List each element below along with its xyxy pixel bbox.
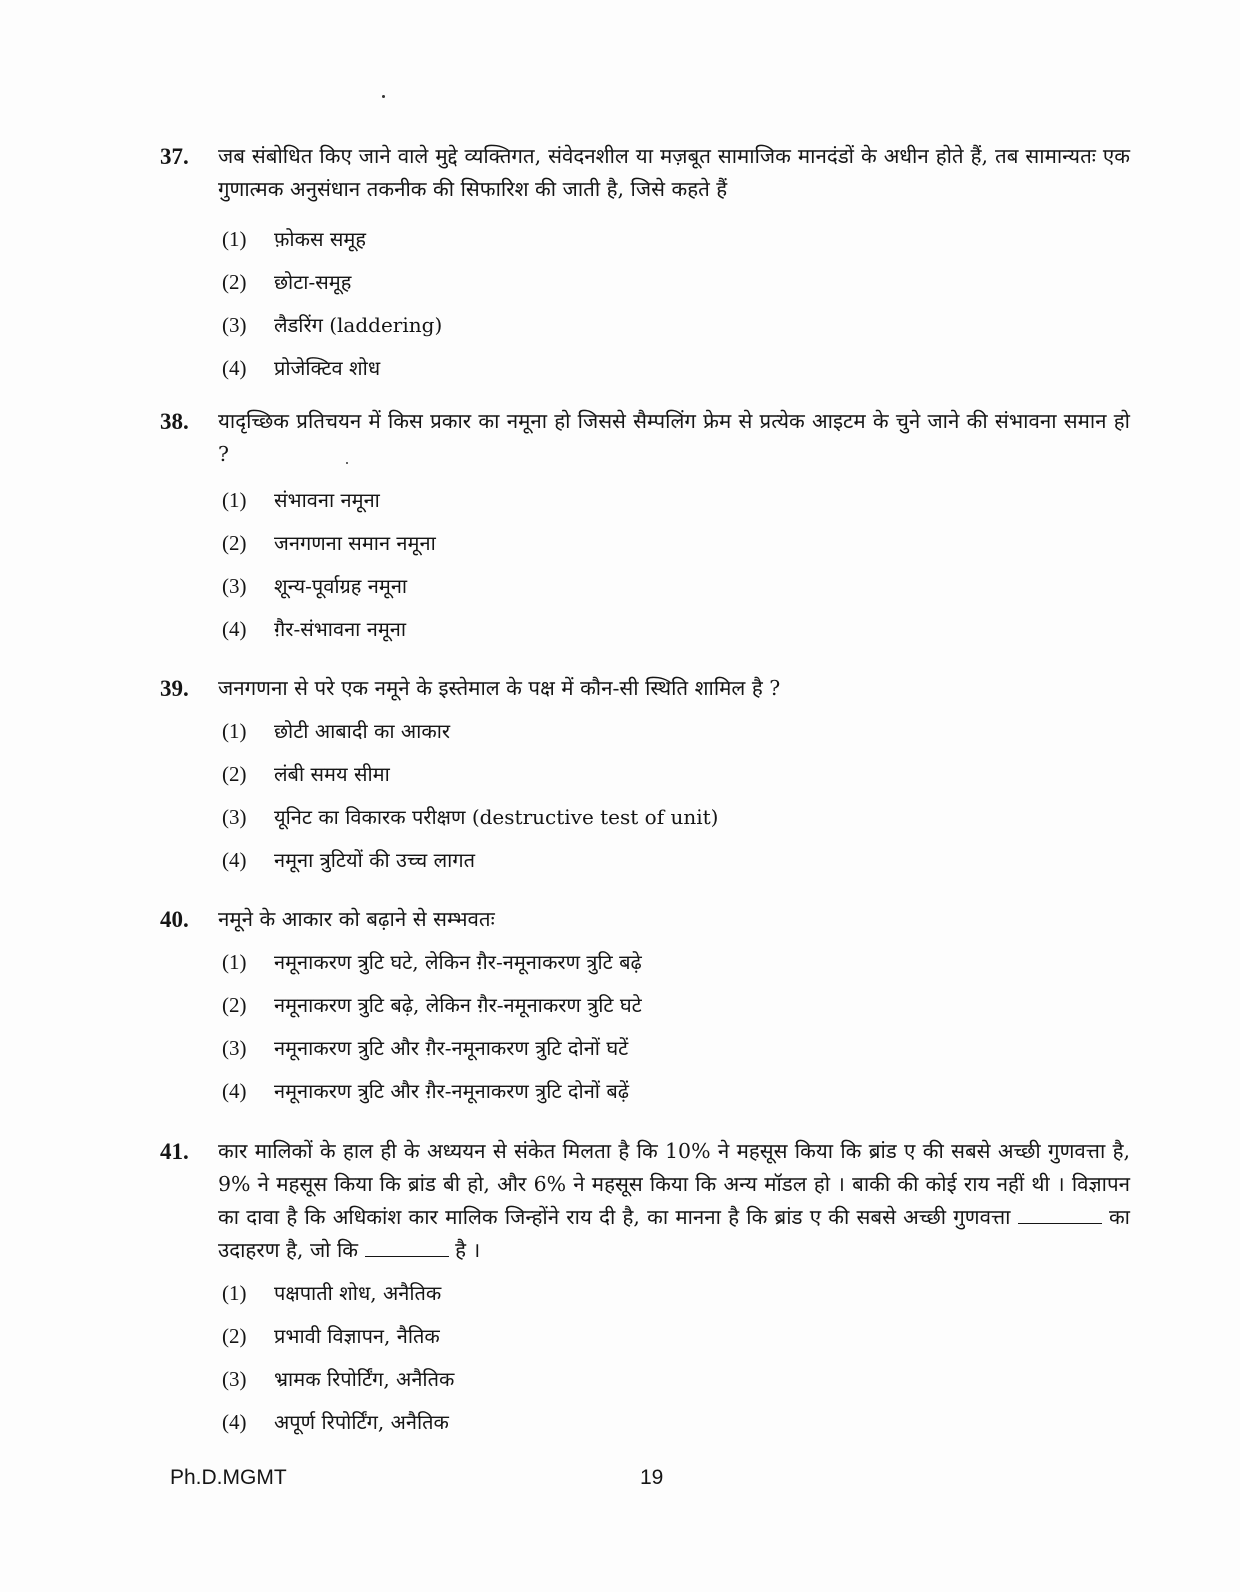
options-list bbox=[218, 224, 1130, 396]
option-text: संभावना नमूना bbox=[274, 488, 380, 512]
question-text: जनगणना से परे एक नमूने के इस्तेमाल के पक्ष में कौन-सी स्थिति शामिल है ? bbox=[218, 676, 781, 700]
options-list bbox=[218, 485, 1130, 657]
option-number: (3) bbox=[222, 1367, 247, 1391]
option-number: (1) bbox=[222, 1281, 247, 1305]
fill-blank bbox=[365, 1238, 449, 1257]
question-39 bbox=[160, 672, 1130, 892]
option-text: नमूनाकरण त्रुटि और ग़ैर-नमूनाकरण त्रुटि दोनों घटें bbox=[274, 1036, 629, 1060]
option-number: (4) bbox=[222, 848, 247, 872]
option-text: शून्य-पूर्वाग्रह नमूना bbox=[274, 574, 408, 598]
option-text: लंबी समय सीमा bbox=[274, 762, 390, 786]
option bbox=[218, 353, 1130, 396]
option bbox=[218, 1364, 1130, 1407]
option bbox=[218, 759, 1130, 802]
question-text bbox=[218, 1135, 1130, 1267]
option bbox=[218, 1033, 1130, 1076]
option-number: (3) bbox=[222, 1036, 247, 1060]
option-text: छोटा-समूह bbox=[274, 270, 352, 294]
option-number: (2) bbox=[222, 762, 247, 786]
scan-speck bbox=[382, 95, 385, 98]
option-number: (1) bbox=[222, 719, 247, 743]
option-text: नमूनाकरण त्रुटि और ग़ैर-नमूनाकरण त्रुटि दोनों बढ़ें bbox=[274, 1079, 630, 1103]
option-text: नमूनाकरण त्रुटि बढ़े, लेकिन ग़ैर-नमूनाकरण त्रुटि घटे bbox=[274, 993, 642, 1017]
question-number: 40. bbox=[160, 907, 189, 932]
option bbox=[218, 485, 1130, 528]
options-list bbox=[218, 947, 1130, 1119]
option bbox=[218, 310, 1130, 353]
question-37 bbox=[160, 140, 1130, 390]
option bbox=[218, 528, 1130, 571]
option-number: (4) bbox=[222, 617, 247, 641]
question-number: 38. bbox=[160, 409, 189, 434]
option-text: भ्रामक रिपोर्टिंग, अनैतिक bbox=[274, 1367, 455, 1391]
question-text: नमूने के आकार को बढ़ाने से सम्भवतः bbox=[218, 907, 495, 931]
question-text: जब संबोधित किए जाने वाले मुद्दे व्यक्तिगत, संवेदनशील या मज़बूत सामाजिक मानदंडों के अधीन होते हैं, तब सामान्यतः एक गुणात्मक अनुसंधान तकनीक की सिफारिश की जाती है, जिसे कहते हैं bbox=[218, 144, 1130, 201]
question-38 bbox=[160, 405, 1130, 655]
option-text: छोटी आबादी का आकार bbox=[274, 719, 451, 743]
option-text: प्रोजेक्टिव शोध bbox=[274, 356, 381, 380]
option-number: (2) bbox=[222, 993, 247, 1017]
option bbox=[218, 614, 1130, 657]
option-text: प्रभावी विज्ञापन, नैतिक bbox=[274, 1324, 440, 1348]
question-number: 41. bbox=[160, 1139, 189, 1164]
option-number: (1) bbox=[222, 950, 247, 974]
option-number: (4) bbox=[222, 1079, 247, 1103]
option-number: (1) bbox=[222, 227, 247, 251]
option-number: (4) bbox=[222, 356, 247, 380]
option bbox=[218, 802, 1130, 845]
question-40 bbox=[160, 903, 1130, 1123]
option bbox=[218, 571, 1130, 614]
option-number: (1) bbox=[222, 488, 247, 512]
option-text: फ़ोकस समूह bbox=[274, 227, 366, 251]
option bbox=[218, 224, 1130, 267]
question-text-part: कार मालिकों के हाल ही के अध्ययन से संकेत मिलता है कि 10% ने महसूस किया कि ब्रांड ए की सबसे अच्छी गुणवत्ता है, 9% ने महसूस किया कि ब्रांड बी हो, और 6% ने महसूस किया कि अन्य मॉडल हो । बाकी की कोई राय नहीं थी । विज्ञापन का दावा है कि अधिकांश कार मालिक जिन्होंने राय दी है, का मानना है कि ब्रांड ए की सबसे अच्छी गुणवत्ता bbox=[218, 1139, 1130, 1229]
option bbox=[218, 267, 1130, 310]
exam-code: Ph.D.MGMT bbox=[170, 1466, 287, 1489]
question-41 bbox=[160, 1135, 1130, 1455]
option-number: (4) bbox=[222, 1410, 247, 1434]
option-number: (2) bbox=[222, 270, 247, 294]
option bbox=[218, 1321, 1130, 1364]
option-number: (3) bbox=[222, 574, 247, 598]
option-number: (3) bbox=[222, 313, 247, 337]
page-number: 19 bbox=[640, 1466, 664, 1489]
question-text-part: का उदाहरण है, जो कि bbox=[218, 1205, 1130, 1262]
option bbox=[218, 947, 1130, 990]
option-number: (2) bbox=[222, 531, 247, 555]
option-number: (2) bbox=[222, 1324, 247, 1348]
fill-blank bbox=[1018, 1205, 1102, 1224]
option bbox=[218, 1278, 1130, 1321]
options-list bbox=[218, 716, 1130, 888]
question-text-part: है । bbox=[455, 1238, 481, 1262]
option bbox=[218, 1076, 1130, 1119]
question-text: यादृच्छिक प्रतिचयन में किस प्रकार का नमूना हो जिससे सैम्पलिंग फ्रेम से प्रत्येक आइटम के चुने जाने की संभावना समान हो ? bbox=[218, 409, 1130, 466]
option-text: यूनिट का विकारक परीक्षण (destructive test of unit) bbox=[274, 805, 719, 829]
options-list bbox=[218, 1278, 1130, 1450]
option bbox=[218, 845, 1130, 888]
option-text: अपूर्ण रिपोर्टिंग, अनैतिक bbox=[274, 1410, 449, 1434]
option bbox=[218, 1407, 1130, 1450]
option-text: ग़ैर-संभावना नमूना bbox=[274, 617, 407, 641]
question-number: 37. bbox=[160, 144, 189, 169]
option bbox=[218, 716, 1130, 759]
question-number: 39. bbox=[160, 676, 189, 701]
option-number: (3) bbox=[222, 805, 247, 829]
option-text: लैडरिंग (laddering) bbox=[274, 313, 443, 337]
option-text: नमूनाकरण त्रुटि घटे, लेकिन ग़ैर-नमूनाकरण त्रुटि बढ़े bbox=[274, 950, 642, 974]
option-text: जनगणना समान नमूना bbox=[274, 531, 436, 555]
option-text: नमूना त्रुटियों की उच्च लागत bbox=[274, 848, 475, 872]
option bbox=[218, 990, 1130, 1033]
option-text: पक्षपाती शोध, अनैतिक bbox=[274, 1281, 442, 1305]
